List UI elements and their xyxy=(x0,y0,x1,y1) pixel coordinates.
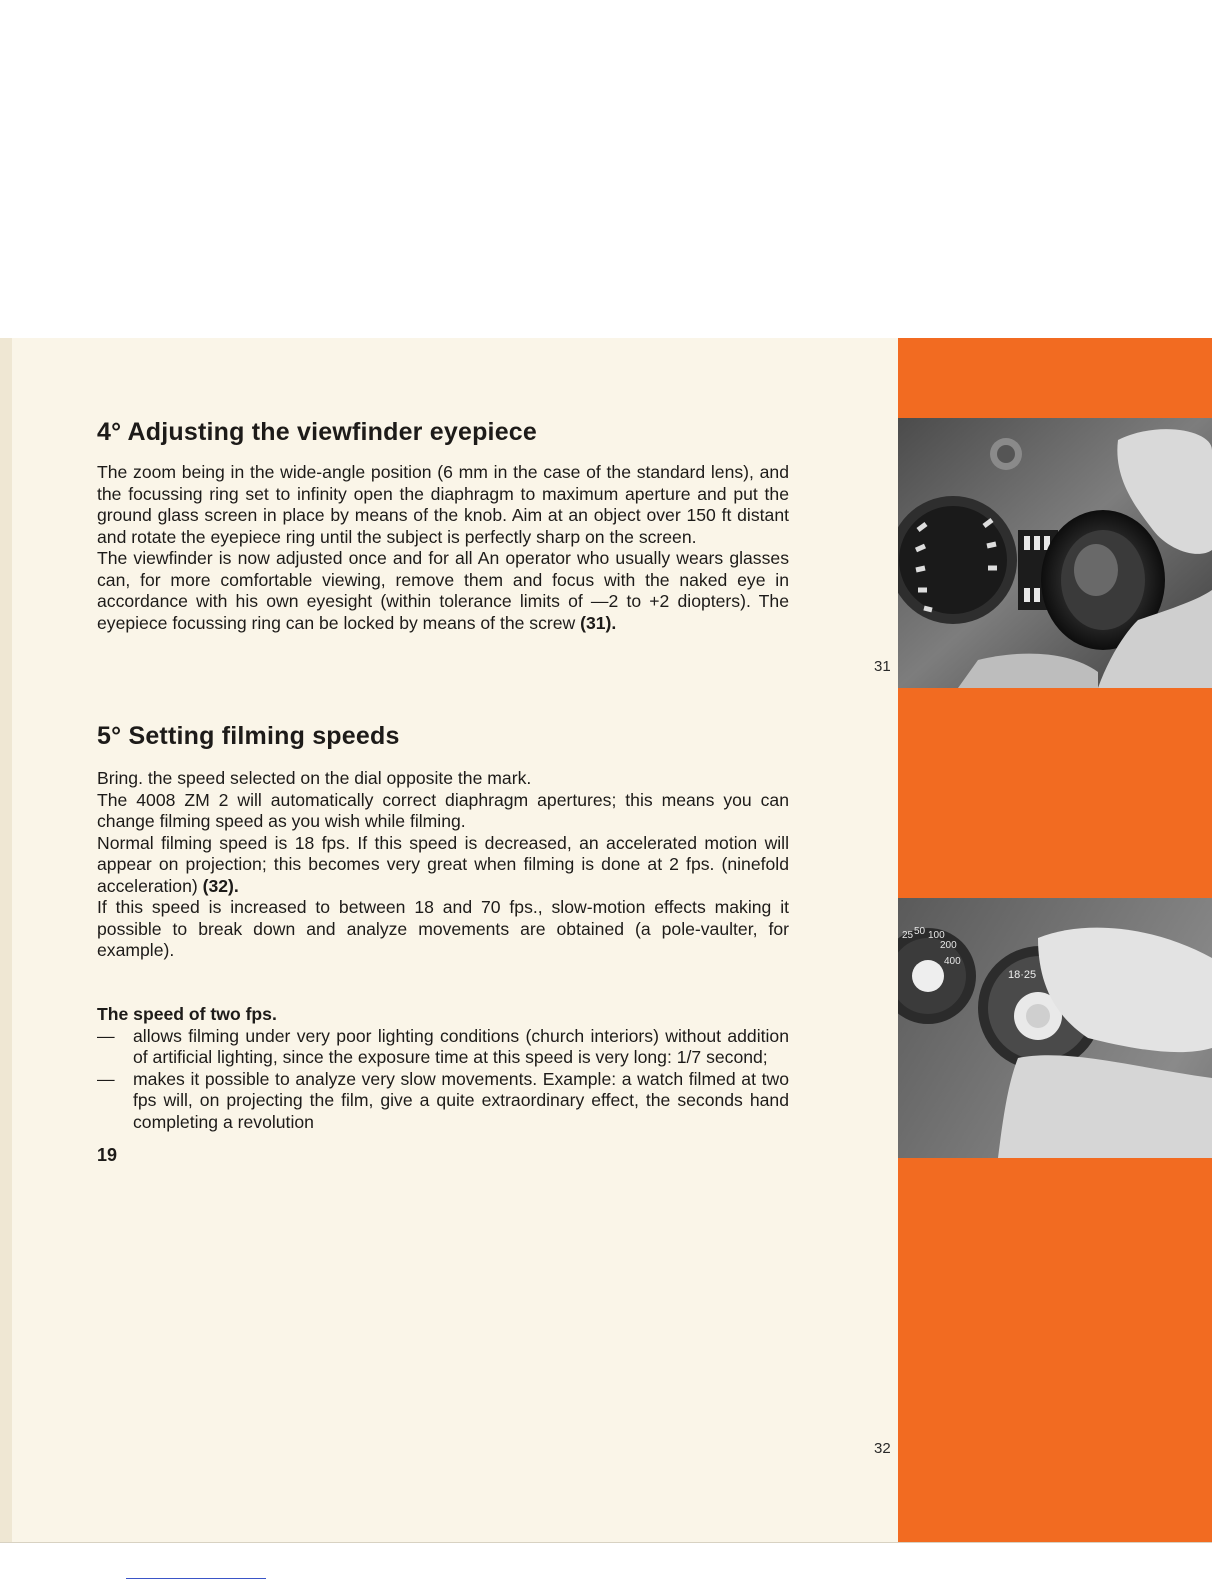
dial-mark-25: 25 xyxy=(902,930,914,941)
figure-32-photo xyxy=(898,898,1212,1418)
dial-mark-200: 200 xyxy=(940,940,957,951)
two-fps-item-1: — allows filming under very poor lighting conditions (church interiors) without addition of artificial lighting, since the exposure time at this speed is very long: 1/7 second; xyxy=(97,1025,789,1067)
manual-page xyxy=(0,338,1212,1543)
link-underline xyxy=(126,1578,266,1579)
eyepiece-photo-icon xyxy=(898,410,1212,688)
figure-31-reference: (31). xyxy=(580,612,617,633)
dial-mark-400: 400 xyxy=(944,956,961,967)
section-5-paragraph-2: The 4008 ZM 2 will automatically correct diaphragm apertures; this means you can change filming speed as you wish while filming. xyxy=(97,789,789,831)
figure-32-label: 32 xyxy=(874,1440,891,1457)
figure-32-reference: (32). xyxy=(202,875,239,896)
section-5-body xyxy=(97,768,789,962)
dial-mark-100: 100 xyxy=(928,930,945,941)
page-number: 19 xyxy=(97,1145,118,1165)
dial-mark-50: 50 xyxy=(914,926,926,937)
section-4-title: 4° Adjusting the viewfinder eyepiece xyxy=(97,418,538,446)
two-fps-item-2: — makes it possible to analyze very slow movements. Example: a watch filmed at two fps will, on projecting the film, give a quite extraordinary effect, the seconds hand completing a revolution xyxy=(97,1068,789,1132)
section-4-paragraph-1: The zoom being in the wide-angle position (6 mm in the case of the standard lens), and the focussing ring set to infinity open the diaphragm to maximum aperture and put the ground glass screen in place by means of the knob. Aim at an object over 150 ft distant and rotate the eyepiece ring until the subject is perfectly sharp on the screen. xyxy=(97,462,789,547)
two-fps-heading: The speed of two fps. xyxy=(97,1004,277,1024)
section-5-paragraph-1: Bring. the speed selected on the dial opposite the mark. xyxy=(97,768,532,788)
two-fps-block xyxy=(97,1004,789,1133)
speed-dial-photo-icon xyxy=(898,898,1212,1418)
section-5-title: 5° Setting filming speeds xyxy=(97,722,400,750)
figure-31-label: 31 xyxy=(874,658,891,675)
figure-31-photo xyxy=(898,410,1212,688)
section-5-paragraph-3: Normal filming speed is 18 fps. If this speed is decreased, an accelerated motion will appear on projection; this becomes very great when filming is done at 2 fps. (ninefold acceleration) (32). xyxy=(97,832,789,896)
section-5-paragraph-4: If this speed is increased to between 18 and 70 fps., slow-motion effects making it possible to break down and analyze movements are obtained (a pole-vaulter, for example). xyxy=(97,897,789,960)
page-edge-strip xyxy=(0,338,12,1542)
dash-marker: — xyxy=(97,1025,115,1046)
dash-marker: — xyxy=(97,1068,115,1089)
section-4-body xyxy=(97,462,789,634)
dial-mark-18-25: 18·25 xyxy=(1008,969,1037,981)
section-4-paragraph-2: The viewfinder is now adjusted once and for all An operator who usually wears glasses can, for more comfortable viewing, remove them and focus with the naked eye in accordance with his own eyesight (within tolerance limits of —2 to +2 diopters). The eyepiece focussing ring can be locked by means of the screw (31). xyxy=(97,548,789,633)
